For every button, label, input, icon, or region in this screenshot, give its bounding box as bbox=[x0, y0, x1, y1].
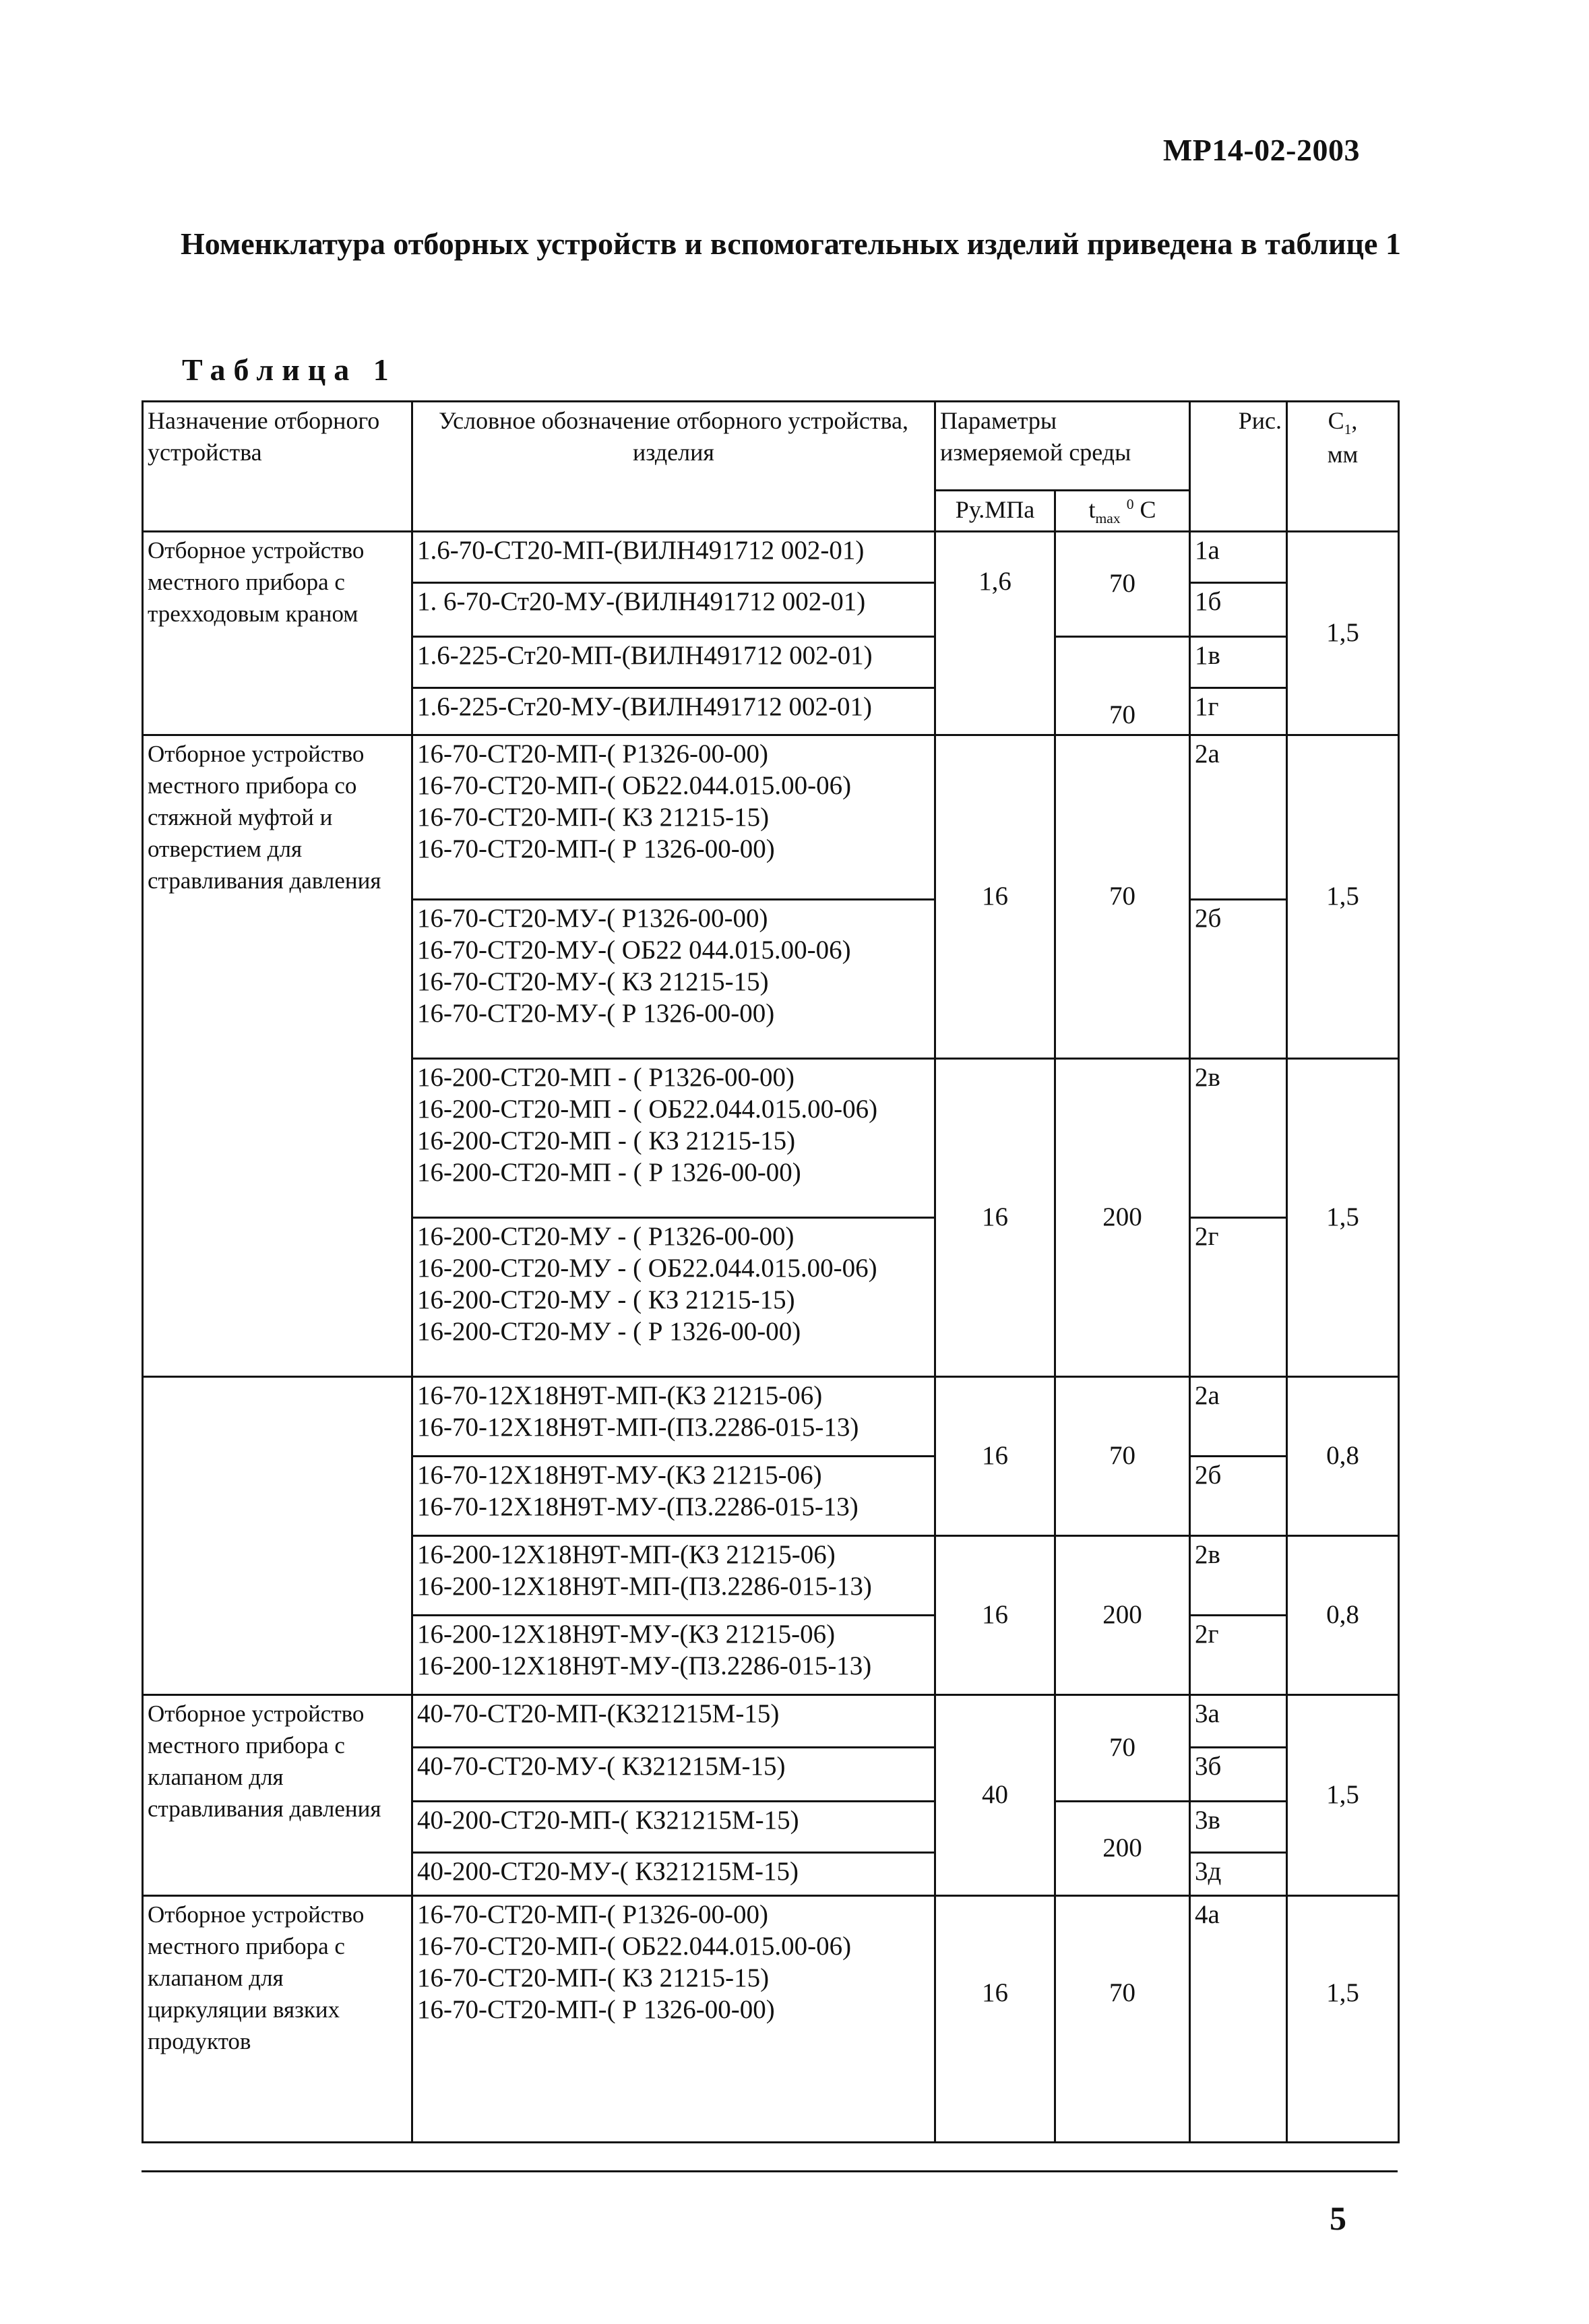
header-temp-symbol: t bbox=[1088, 496, 1096, 523]
document-code: МР14-02-2003 bbox=[1162, 133, 1360, 167]
designation-code: 1.6-225-Ст20-МУ-(ВИЛН491712 002-01) bbox=[417, 692, 873, 722]
table-bottom-rule bbox=[142, 2170, 1398, 2172]
header-c1-subscript: 1 bbox=[1344, 421, 1352, 438]
header-pressure: Ру.МПа bbox=[935, 491, 1055, 532]
temperature-cell: 70 bbox=[1055, 735, 1190, 1059]
designation-code: 16-70-СТ20-МП-( КЗ 21215-15) bbox=[417, 1963, 770, 1992]
c1-cell: 0,8 bbox=[1287, 1377, 1399, 1536]
figure-cell: 1г bbox=[1190, 688, 1287, 735]
designation-code: 16-200-СТ20-МУ - ( Р 1326-00-00) bbox=[417, 1316, 801, 1346]
designation-code: 16-70-12Х18Н9Т-МУ-(ПЗ.2286-015-13) bbox=[417, 1492, 859, 1522]
header-c1-unit: мм bbox=[1327, 441, 1359, 468]
header-c1-comma: , bbox=[1351, 407, 1358, 434]
designation-code: 16-200-СТ20-МП - ( Р1326-00-00) bbox=[417, 1063, 795, 1093]
figure-cell: 3в bbox=[1190, 1802, 1287, 1853]
header-params: Параметры измеряемой среды bbox=[935, 402, 1190, 491]
table-header-row bbox=[143, 402, 1399, 491]
designation-code: 16-70-СТ20-МУ-( Р1326-00-00) bbox=[417, 904, 768, 934]
designation-code: 16-70-12Х18Н9Т-МУ-(КЗ 21215-06) bbox=[417, 1461, 822, 1490]
designation-code: 16-200-СТ20-МУ - ( КЗ 21215-15) bbox=[417, 1285, 795, 1314]
designation-cell bbox=[412, 532, 935, 583]
header-c1 bbox=[1287, 402, 1399, 532]
header-temp-unit: С bbox=[1133, 496, 1156, 523]
designation-cell bbox=[412, 1059, 935, 1218]
designation-cell bbox=[412, 1377, 935, 1457]
pressure-cell: 40 bbox=[935, 1695, 1055, 1896]
header-temp-degree: 0 bbox=[1126, 496, 1134, 512]
designation-code: 16-200-СТ20-МУ - ( Р1326-00-00) bbox=[417, 1222, 795, 1252]
temperature-cell: 200 bbox=[1055, 1536, 1190, 1695]
c1-cell: 1,5 bbox=[1287, 532, 1399, 735]
c1-cell: 1,5 bbox=[1287, 735, 1399, 1059]
purpose-cell: Отборное устройство местного прибора с трехходовым краном bbox=[143, 532, 412, 735]
header-fig: Рис. bbox=[1190, 402, 1287, 532]
designation-code: 16-70-СТ20-МП-( КЗ 21215-15) bbox=[417, 802, 770, 832]
header-temperature bbox=[1055, 491, 1190, 532]
temperature-cell: 70 bbox=[1055, 532, 1190, 637]
table-row bbox=[143, 1695, 1399, 1748]
figure-cell: 1б bbox=[1190, 583, 1287, 637]
intro-paragraph: Номенклатура отборных устройств и вспомогательных изделий приведена в таблице 1 bbox=[181, 226, 1401, 261]
purpose-cell-empty bbox=[143, 1377, 412, 1695]
figure-cell: 2в bbox=[1190, 1536, 1287, 1616]
figure-cell: 2а bbox=[1190, 1377, 1287, 1457]
designation-code: 16-70-12Х18Н9Т-МП-(ПЗ.2286-015-13) bbox=[417, 1413, 859, 1442]
designation-code: 16-200-12Х18Н9Т-МП-(КЗ 21215-06) bbox=[417, 1540, 836, 1570]
temperature-cell: 70 bbox=[1055, 1377, 1190, 1536]
figure-cell: 4а bbox=[1190, 1896, 1287, 2143]
figure-cell: 2г bbox=[1190, 1616, 1287, 1695]
designation-cell bbox=[412, 637, 935, 688]
pressure-cell: 16 bbox=[935, 1377, 1055, 1536]
table-row bbox=[143, 1896, 1399, 2143]
figure-cell: 2а bbox=[1190, 735, 1287, 900]
purpose-cell: Отборное устройство местного прибора с клапаном для стравливания давления bbox=[143, 1695, 412, 1896]
designation-cell bbox=[412, 1695, 935, 1748]
designation-code: 40-70-СТ20-МУ-( КЗ21215М-15) bbox=[417, 1752, 786, 1781]
header-purpose: Назначение отборного устройства bbox=[143, 402, 412, 532]
designation-code: 1. 6-70-Ст20-МУ-(ВИЛН491712 002-01) bbox=[417, 587, 866, 617]
designation-code: 16-70-СТ20-МП-( ОБ22.044.015.00-06) bbox=[417, 771, 852, 801]
c1-cell: 1,5 bbox=[1287, 1896, 1399, 2143]
designation-cell bbox=[412, 1457, 935, 1536]
designation-code: 16-200-12Х18Н9Т-МУ-(ПЗ.2286-015-13) bbox=[417, 1651, 872, 1681]
c1-cell: 1,5 bbox=[1287, 1695, 1399, 1896]
designation-code: 16-200-СТ20-МП - ( КЗ 21215-15) bbox=[417, 1126, 796, 1155]
designation-code: 16-70-СТ20-МП-( Р1326-00-00) bbox=[417, 1900, 769, 1930]
table-caption: Таблица 1 bbox=[182, 353, 397, 387]
figure-cell: 1а bbox=[1190, 532, 1287, 583]
figure-cell: 2в bbox=[1190, 1059, 1287, 1218]
designation-cell bbox=[412, 735, 935, 900]
purpose-cell: Отборное устройство местного прибора с клапаном для циркуляции вязких продуктов bbox=[143, 1896, 412, 2143]
table-row bbox=[143, 1377, 1399, 1457]
designation-code: 1.6-225-Ст20-МП-(ВИЛН491712 002-01) bbox=[417, 641, 873, 671]
figure-cell: 3б bbox=[1190, 1748, 1287, 1802]
designation-cell bbox=[412, 1748, 935, 1802]
designation-code: 16-70-СТ20-МП-( ОБ22.044.015.00-06) bbox=[417, 1932, 852, 1961]
pressure-cell: 16 bbox=[935, 1059, 1055, 1377]
temperature-cell: 70 bbox=[1055, 1695, 1190, 1802]
c1-cell: 1,5 bbox=[1287, 1059, 1399, 1377]
designation-code: 1.6-70-СТ20-МП-(ВИЛН491712 002-01) bbox=[417, 536, 865, 565]
designation-code: 16-70-12Х18Н9Т-МП-(КЗ 21215-06) bbox=[417, 1381, 823, 1411]
temperature-cell: 200 bbox=[1055, 1059, 1190, 1377]
pressure-cell: 16 bbox=[935, 1896, 1055, 2143]
designation-cell bbox=[412, 583, 935, 637]
designation-code: 16-70-СТ20-МУ-( Р 1326-00-00) bbox=[417, 998, 775, 1028]
temperature-cell: 200 bbox=[1055, 1802, 1190, 1896]
page-number: 5 bbox=[1330, 2199, 1346, 2237]
table-row bbox=[143, 735, 1399, 900]
header-c1-symbol: С bbox=[1328, 407, 1344, 434]
figure-cell: 2б bbox=[1190, 900, 1287, 1059]
c1-cell: 0,8 bbox=[1287, 1536, 1399, 1695]
designation-code: 16-70-СТ20-МУ-( КЗ 21215-15) bbox=[417, 967, 769, 996]
designation-code: 16-200-СТ20-МП - ( Р 1326-00-00) bbox=[417, 1157, 801, 1187]
designation-cell bbox=[412, 900, 935, 1059]
purpose-cell: Отборное устройство местного прибора со стяжной муфтой и отверстием для стравливания давления bbox=[143, 735, 412, 1377]
designation-code: 16-70-СТ20-МУ-( ОБ22 044.015.00-06) bbox=[417, 936, 851, 965]
designation-cell bbox=[412, 1853, 935, 1896]
designation-cell bbox=[412, 1536, 935, 1616]
designation-code: 16-200-12Х18Н9Т-МП-(ПЗ.2286-015-13) bbox=[417, 1572, 872, 1601]
figure-cell: 3а bbox=[1190, 1695, 1287, 1748]
nomenclature-table bbox=[142, 400, 1400, 2143]
header-designation: Условное обозначение отборного устройства, изделия bbox=[412, 402, 935, 532]
figure-cell: 2б bbox=[1190, 1457, 1287, 1536]
designation-code: 40-200-СТ20-МП-( КЗ21215М-15) bbox=[417, 1806, 799, 1835]
designation-code: 16-70-СТ20-МП-( Р 1326-00-00) bbox=[417, 834, 775, 863]
header-temp-subscript: max bbox=[1095, 510, 1121, 527]
temperature-cell: 70 bbox=[1055, 1896, 1190, 2143]
designation-code: 16-70-СТ20-МП-( Р 1326-00-00) bbox=[417, 1994, 775, 2024]
figure-cell: 3д bbox=[1190, 1853, 1287, 1896]
pressure-cell: 16 bbox=[935, 735, 1055, 1059]
designation-code: 16-200-СТ20-МУ - ( ОБ22.044.015.00-06) bbox=[417, 1254, 877, 1283]
temperature-cell: 70 bbox=[1055, 637, 1190, 735]
designation-code: 16-200-12Х18Н9Т-МУ-(КЗ 21215-06) bbox=[417, 1620, 836, 1649]
table-row bbox=[143, 532, 1399, 583]
figure-cell: 1в bbox=[1190, 637, 1287, 688]
figure-cell: 2г bbox=[1190, 1218, 1287, 1377]
designation-cell bbox=[412, 1802, 935, 1853]
designation-code: 16-200-СТ20-МП - ( ОБ22.044.015.00-06) bbox=[417, 1095, 878, 1124]
designation-cell bbox=[412, 1218, 935, 1377]
pressure-cell: 1,6 bbox=[935, 532, 1055, 735]
designation-code: 40-70-СТ20-МП-(КЗ21215М-15) bbox=[417, 1699, 780, 1729]
designation-code: 40-200-СТ20-МУ-( КЗ21215М-15) bbox=[417, 1857, 799, 1887]
designation-code: 16-70-СТ20-МП-( Р1326-00-00) bbox=[417, 739, 769, 769]
pressure-cell: 16 bbox=[935, 1536, 1055, 1695]
designation-cell bbox=[412, 688, 935, 735]
designation-cell bbox=[412, 1896, 935, 2143]
designation-cell bbox=[412, 1616, 935, 1695]
